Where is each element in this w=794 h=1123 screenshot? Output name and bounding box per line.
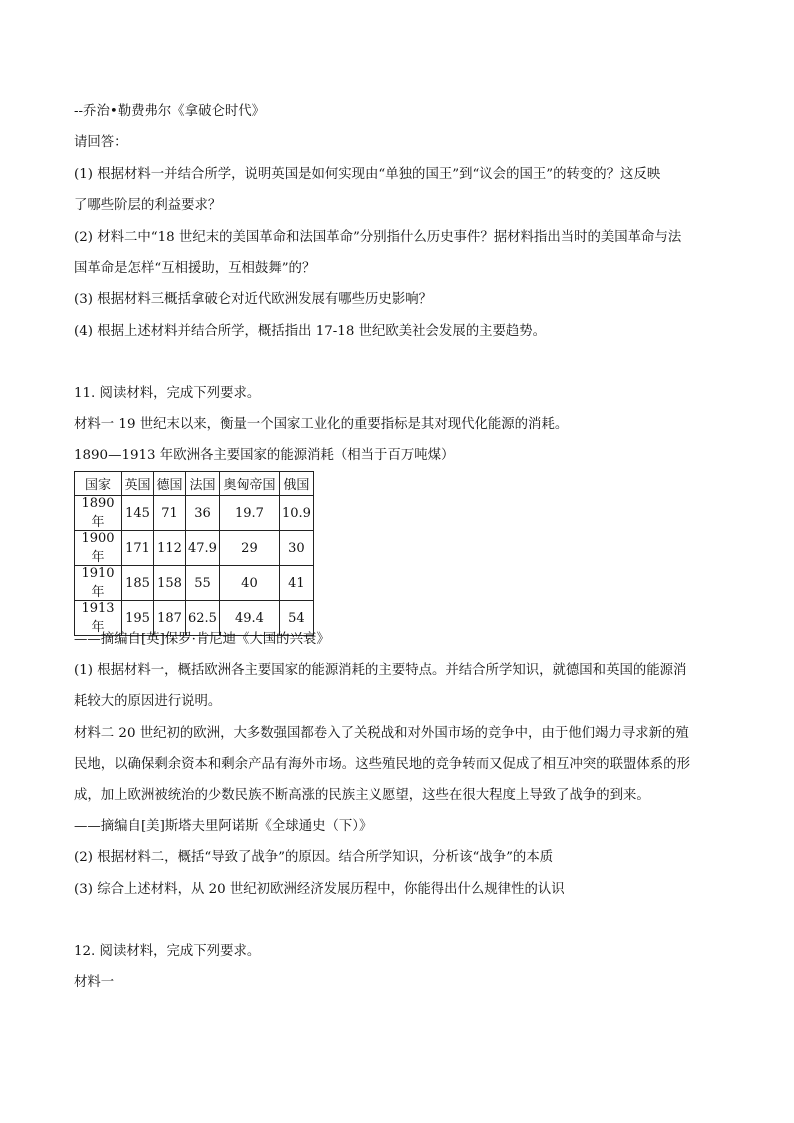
table-row bbox=[75, 531, 314, 566]
material-11-1-source: ——摘编自[英]保罗·肯尼迪《大国的兴衰》 bbox=[74, 632, 330, 647]
table-cell: 171 bbox=[122, 531, 154, 566]
table-header-row bbox=[75, 472, 314, 496]
material-11-1: 材料一 19 世纪末以来，衡量一个国家工业化的重要指标是其对现代化能源的消耗。 bbox=[74, 417, 569, 432]
question-10-3: (3) 根据材料三概括拿破仑对近代欧洲发展有哪些历史影响？ bbox=[74, 292, 432, 307]
question-11-1-line-1: (1) 根据材料一，概括欧洲各主要国家的能源消耗的主要特点。并结合所学知识，就德国和英国的能源消 bbox=[74, 663, 687, 678]
material-11-2-line-2: 民地，以确保剩余资本和剩余产品有海外市场。这些殖民地的竞争转而又促成了相互冲突的联盟体系的形 bbox=[74, 757, 690, 772]
source-citation: --乔治•勒费弗尔《拿破仑时代》 bbox=[74, 104, 266, 119]
question-10-4: (4) 根据上述材料并结合所学，概括指出 17-18 世纪欧美社会发展的主要趋势。 bbox=[74, 324, 547, 339]
table-cell: 1913年 bbox=[75, 601, 122, 636]
table-cell: 185 bbox=[122, 566, 154, 601]
table-cell: 40 bbox=[219, 566, 279, 601]
table-header-cell: 英国 bbox=[122, 472, 154, 496]
table-cell: 41 bbox=[279, 566, 313, 601]
table-cell: 36 bbox=[186, 496, 220, 531]
question-12-heading: 12. 阅读材料，完成下列要求。 bbox=[74, 944, 261, 959]
question-11-1-line-2: 耗较大的原因进行说明。 bbox=[74, 694, 222, 709]
energy-consumption-table bbox=[74, 471, 314, 636]
table-header-cell: 法国 bbox=[186, 472, 220, 496]
question-11-3: (3) 综合上述材料，从 20 世纪初欧洲经济发展历程中，你能得出什么规律性的认识 bbox=[74, 882, 565, 897]
table-header-cell: 国家 bbox=[75, 472, 122, 496]
table-cell: 1900年 bbox=[75, 531, 122, 566]
table-header-cell: 德国 bbox=[154, 472, 186, 496]
table-cell: 71 bbox=[154, 496, 186, 531]
table-cell: 145 bbox=[122, 496, 154, 531]
table-cell: 1910年 bbox=[75, 566, 122, 601]
table-row bbox=[75, 566, 314, 601]
question-10-1-line-1: (1) 根据材料一并结合所学，说明英国是如何实现由“单独的国王”到“议会的国王”的转变的？这反映 bbox=[74, 167, 661, 182]
table-row bbox=[75, 496, 314, 531]
table-cell: 187 bbox=[154, 601, 186, 636]
answer-prompt: 请回答： bbox=[74, 135, 128, 150]
table-header-cell: 俄国 bbox=[279, 472, 313, 496]
table-cell: 49.4 bbox=[219, 601, 279, 636]
table-cell: 195 bbox=[122, 601, 154, 636]
question-11-2: (2) 根据材料二，概括“导致了战争”的原因。结合所学知识，分析该“战争”的本质 bbox=[74, 850, 554, 865]
table-cell: 1890年 bbox=[75, 496, 122, 531]
table-cell: 29 bbox=[219, 531, 279, 566]
table-cell: 55 bbox=[186, 566, 220, 601]
question-11-heading: 11. 阅读材料，完成下列要求。 bbox=[74, 386, 261, 401]
material-11-2-line-3: 成，加上欧洲被统治的少数民族不断高涨的民族主义愿望，这些在很大程度上导致了战争的到来。 bbox=[74, 788, 650, 803]
question-10-2-line-1: (2) 材料二中“18 世纪末的美国革命和法国革命”分别指什么历史事件？据材料指出当时的美国革命与法 bbox=[74, 230, 682, 245]
question-10-1-line-2: 了哪些阶层的利益要求？ bbox=[74, 198, 222, 213]
table-cell: 30 bbox=[279, 531, 313, 566]
table-header-cell: 奥匈帝国 bbox=[219, 472, 279, 496]
table-caption: 1890—1913 年欧洲各主要国家的能源消耗（相当于百万吨煤） bbox=[74, 448, 455, 463]
material-12-1: 材料一 bbox=[74, 975, 115, 990]
table-cell: 54 bbox=[279, 601, 313, 636]
question-10-2-line-2: 国革命是怎样“互相援助，互相鼓舞”的？ bbox=[74, 261, 316, 276]
material-11-2-source: ——摘编自[美]斯塔夫里阿诺斯《全球通史（下）》 bbox=[74, 819, 373, 834]
table-cell: 10.9 bbox=[279, 496, 313, 531]
table-cell: 47.9 bbox=[186, 531, 220, 566]
table-cell: 19.7 bbox=[219, 496, 279, 531]
material-11-2-line-1: 材料二 20 世纪初的欧洲，大多数强国都卷入了关税战和对外国市场的竞争中，由于他们竭力寻求新的殖 bbox=[74, 726, 689, 741]
table-cell: 158 bbox=[154, 566, 186, 601]
table-cell: 62.5 bbox=[186, 601, 220, 636]
table-cell: 112 bbox=[154, 531, 186, 566]
